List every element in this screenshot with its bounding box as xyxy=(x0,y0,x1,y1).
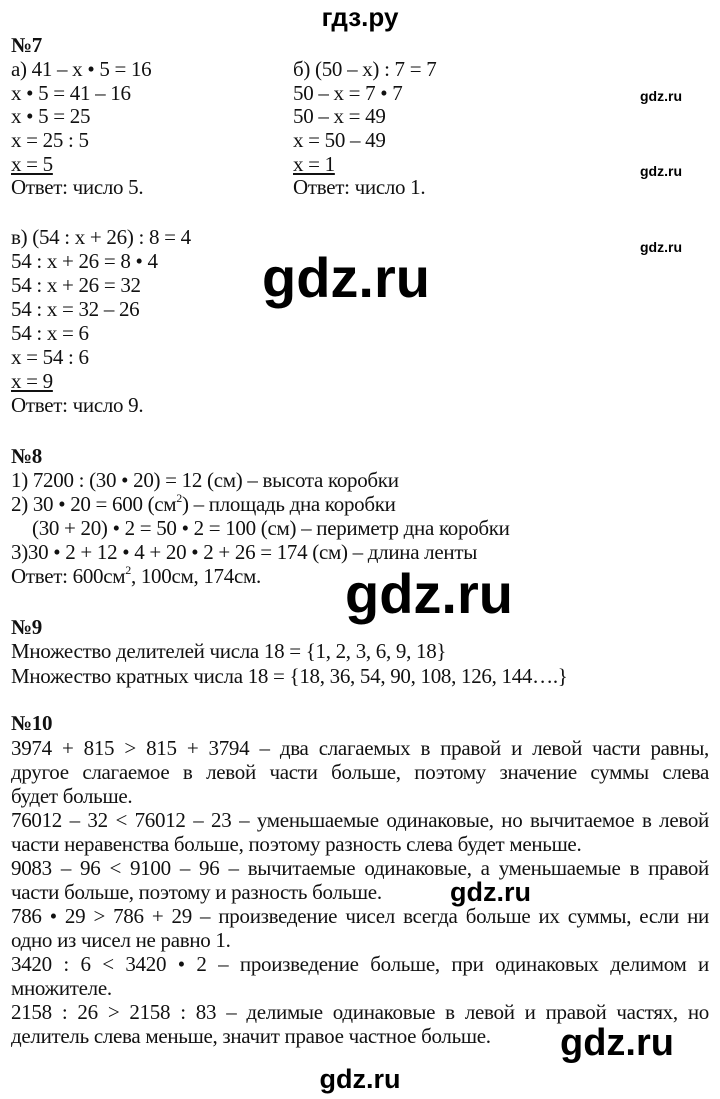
superscript: 2 xyxy=(176,491,182,505)
watermark-large: gdz.ru xyxy=(345,562,513,625)
watermark-large: gdz.ru xyxy=(262,246,430,309)
task7-a-line: x • 5 = 41 – 16 xyxy=(11,81,131,105)
task7-a-line: x = 25 : 5 xyxy=(11,128,89,152)
task7-a-line: x • 5 = 25 xyxy=(11,104,91,128)
task7-b-line: б) (50 – x) : 7 = 7 xyxy=(293,57,437,81)
task7-a-answer: Ответ: число 5. xyxy=(11,175,144,199)
task8-line xyxy=(11,492,396,516)
watermark-footer: gdz.ru xyxy=(319,1064,401,1094)
task7-c-line: 54 : x + 26 = 32 xyxy=(11,273,141,297)
task10-line: 2158 : 26 > 2158 : 83 – делимые одинаковые в левой и правой частях, но xyxy=(11,1000,709,1024)
task10-line: части больше, поэтому и разность больше. xyxy=(11,880,382,904)
task10-line: делитель слева меньше, значит правое частное больше. xyxy=(11,1024,491,1048)
superscript: 2 xyxy=(125,563,131,577)
task10-line: множителе. xyxy=(11,976,112,1000)
task7-b-answer: Ответ: число 1. xyxy=(293,175,426,199)
task10-line: будет больше. xyxy=(11,784,133,808)
task7-c-line: 54 : x = 32 – 26 xyxy=(11,297,140,321)
task7-c-line: x = 54 : 6 xyxy=(11,345,89,369)
task7-c-result: x = 9 xyxy=(11,369,53,393)
task7-b-line: x = 50 – 49 xyxy=(293,128,386,152)
task8-answer-text: Ответ: 600см xyxy=(11,564,126,588)
task9-title: №9 xyxy=(11,615,43,639)
task10-line: одно из чисел не равно 1. xyxy=(11,928,231,952)
watermark-medium: gdz.ru xyxy=(450,877,531,907)
watermark-small: gdz.ru xyxy=(640,88,682,104)
task9-line: Множество кратных числа 18 = {18, 36, 54, 90, 108, 126, 144….} xyxy=(11,664,568,688)
watermark-small: gdz.ru xyxy=(640,239,682,255)
task7-c-line: 54 : x + 26 = 8 • 4 xyxy=(11,249,158,273)
task8-line: 3)30 • 2 + 12 • 4 + 20 • 2 + 26 = 174 (см) – длина ленты xyxy=(11,540,478,564)
task8-line2-text: 2) 30 • 20 = 600 (см xyxy=(11,492,177,516)
watermark-medium: gdz.ru xyxy=(560,1022,674,1064)
task10-line: 76012 – 32 < 76012 – 23 – уменьшаемые одинаковые, но вычитаемое в левой xyxy=(11,808,709,832)
task10-line: 3420 : 6 < 3420 • 2 – произведение больше, при одинаковых делимом и xyxy=(11,952,709,976)
task7-title: №7 xyxy=(11,33,43,57)
task7-b-line: 50 – x = 7 • 7 xyxy=(293,81,403,105)
task7-c-line: 54 : x = 6 xyxy=(11,321,89,345)
watermark-small: gdz.ru xyxy=(640,163,682,179)
task10-line: 786 • 29 > 786 + 29 – произведение чисел всегда больше их суммы, если ни xyxy=(11,904,709,928)
task9-line: Множество делителей числа 18 = {1, 2, 3, 6, 9, 18} xyxy=(11,639,447,663)
task10-line: другое слагаемое в левой части больше, поэтому значение суммы слева xyxy=(11,760,709,784)
task7-c-line: в) (54 : x + 26) : 8 = 4 xyxy=(11,225,191,249)
task8-answer xyxy=(11,564,261,588)
task8-line2-text: ) – площадь дна коробки xyxy=(182,492,396,516)
task8-line: 1) 7200 : (30 • 20) = 12 (см) – высота коробки xyxy=(11,468,399,492)
task7-a-result: x = 5 xyxy=(11,152,53,176)
task7-b-line: 50 – x = 49 xyxy=(293,104,386,128)
task10-line: 9083 – 96 < 9100 – 96 – вычитаемые одинаковые, а уменьшаемые в правой xyxy=(11,856,709,880)
site-title: гдз.ру xyxy=(321,2,399,32)
task7-c-answer: Ответ: число 9. xyxy=(11,393,144,417)
task10-line: 3974 + 815 > 815 + 3794 – два слагаемых в правой и левой части равны, xyxy=(11,736,709,760)
task8-title: №8 xyxy=(11,444,43,468)
task8-answer-text: , 100см, 174см. xyxy=(130,564,261,588)
task10-line: части неравенства больше, поэтому разность слева будет меньше. xyxy=(11,832,582,856)
task8-line: (30 + 20) • 2 = 50 • 2 = 100 (см) – периметр дна коробки xyxy=(32,516,510,540)
task7-b-result: x = 1 xyxy=(293,152,335,176)
task7-a-line: а) 41 – x • 5 = 16 xyxy=(11,57,152,81)
task10-title: №10 xyxy=(11,711,53,735)
